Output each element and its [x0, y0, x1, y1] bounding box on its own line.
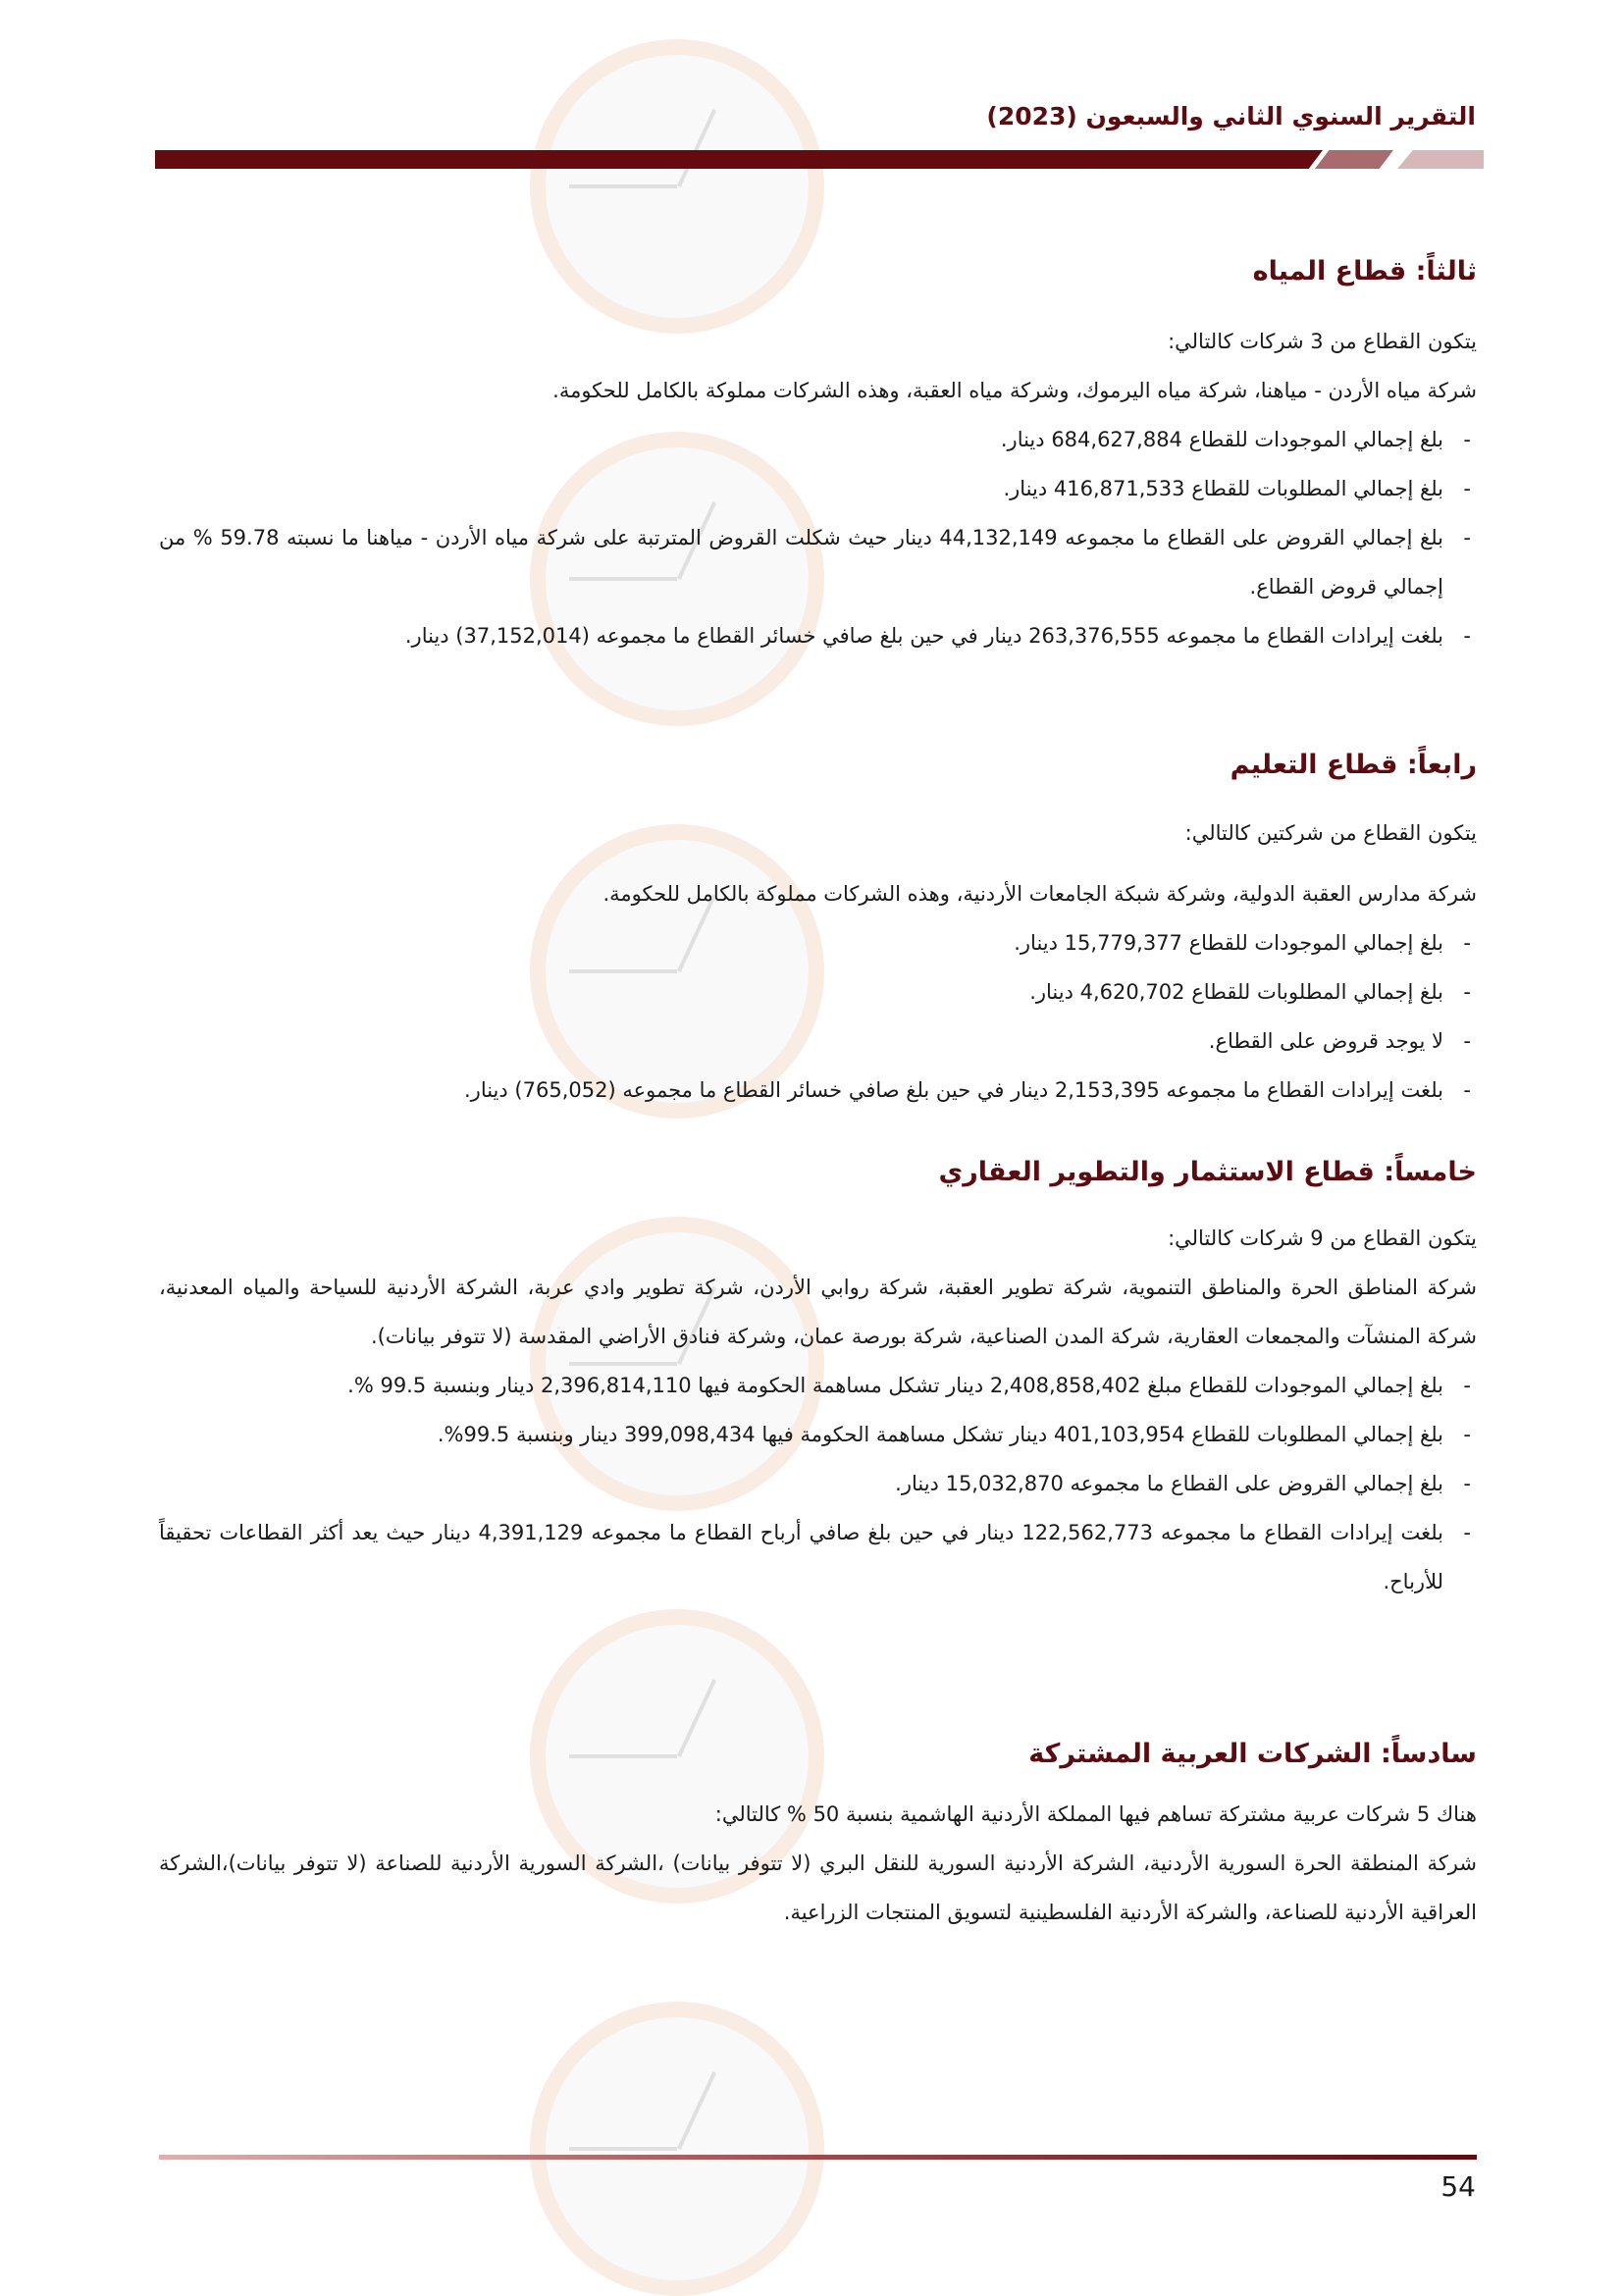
- list-item-text: بلغ إجمالي المطلوبات للقطاع 4,620,702 دينار.: [1029, 980, 1443, 1004]
- section-heading: [159, 746, 1477, 785]
- section-water: [159, 252, 1477, 660]
- list-item: - بلغ إجمالي الموجودات للقطاع 684,627,884 دينار.: [1000, 428, 1471, 451]
- company-list: شركة مياه الأردن - مياهنا، شركة مياه اليرموك، وشركة مياه العقبة، وهذه الشركات مملوكة بالكامل للحكومة.: [552, 379, 1477, 402]
- list-item-text: بلغ إجمالي القروض على القطاع ما مجموعه 44,132,149 دينار حيث شكلت القروض المترتبة على شركة مياه الأردن - مياهنا ما نسبته 59.78 % من إجمالي قروض القطاع.: [159, 526, 1443, 599]
- list-item-text: بلغت إيرادات القطاع ما مجموعه 2,153,395 دينار في حين بلغ صافي خسائر القطاع ما مجموعه (765,052) دينار.: [464, 1078, 1443, 1102]
- company-list: شركة مدارس العقبة الدولية، وشركة شبكة الجامعات الأردنية، وهذه الشركات مملوكة بالكامل للحكومة.: [602, 882, 1477, 906]
- list-item: - بلغ إجمالي المطلوبات للقطاع 401,103,954 دينار تشكل مساهمة الحكومة فيها 399,098,434 دينار وبنسبة 99.5%.: [437, 1423, 1471, 1446]
- list-item-text: بلغ إجمالي الموجودات للقطاع مبلغ 2,408,858,402 دينار تشكل مساهمة الحكومة فيها 2,396,814,110 دينار وبنسبة 99.5 %.: [347, 1374, 1443, 1397]
- heading-title: قطاع الاستثمار والتطوير العقاري: [938, 1157, 1375, 1187]
- section-arab-joint-companies: [159, 1735, 1477, 1937]
- heading-prefix: خامساً:: [1384, 1157, 1477, 1187]
- page-number: 54: [1440, 2170, 1476, 2203]
- list-item: - بلغ إجمالي القروض على القطاع ما مجموعه 44,132,149 دينار حيث شكلت القروض المترتبة على شركة مياه الأردن - مياهنا ما نسبته 59.78 % من إجمالي قروض القطاع.: [159, 526, 1471, 599]
- list-item: - بلغ إجمالي المطلوبات للقطاع 4,620,702 دينار.: [1029, 980, 1471, 1004]
- header-bar-accent: [1315, 150, 1393, 169]
- section-heading: [159, 1153, 1477, 1192]
- heading-prefix: سادساً:: [1380, 1739, 1477, 1769]
- list-item-text: بلغ إجمالي الموجودات للقطاع 684,627,884 دينار.: [1000, 428, 1443, 451]
- watermark-logo: [530, 2002, 824, 2296]
- list-item-text: بلغ إجمالي المطلوبات للقطاع 416,871,533 دينار.: [1003, 477, 1443, 500]
- list-item: - بلغ إجمالي المطلوبات للقطاع 416,871,533 دينار.: [1003, 477, 1471, 500]
- list-item: - بلغ إجمالي الموجودات للقطاع 15,779,377 دينار.: [1014, 931, 1471, 955]
- list-item: - بلغت إيرادات القطاع ما مجموعه 2,153,395 دينار في حين بلغ صافي خسائر القطاع ما مجموعه (765,052) دينار.: [464, 1078, 1471, 1102]
- company-list: شركة المنطقة الحرة السورية الأردنية، الشركة الأردنية السورية للنقل البري (لا تتوفر بيانات) ،الشركة السورية الأردنية للصناعة (لا تتوفر بيانات)،الشركة العراقية الأردنية للصناعة، والشركة الأردنية الفلسطينية لتسويق المنتجات الزراعية.: [159, 1852, 1477, 1924]
- company-list: شركة المناطق الحرة والمناطق التنموية، شركة تطوير العقبة، شركة روابي الأردن، شركة تطوير وادي عربة، الشركة الأردنية للسياحة والمياه المعدنية، شركة المنشآت والمجمعات العقارية، شركة المدن الصناعية، شركة بورصة عمان، وشركة فنادق الأراضي المقدسة (لا تتوفر بيانات).: [159, 1276, 1477, 1348]
- section-heading: [159, 1735, 1477, 1774]
- section-intro: هناك 5 شركات عربية مشتركة تساهم فيها المملكة الأردنية الهاشمية بنسبة 50 % كالتالي:: [714, 1802, 1477, 1826]
- section-intro: يتكون القطاع من 9 شركات كالتالي:: [1168, 1226, 1477, 1250]
- list-item-text: بلغ إجمالي الموجودات للقطاع 15,779,377 دينار.: [1014, 931, 1443, 955]
- list-item: - لا يوجد قروض على القطاع.: [1208, 1029, 1471, 1053]
- list-item-text: بلغت إيرادات القطاع ما مجموعه 122,562,773 دينار في حين بلغ صافي أرباح القطاع ما مجموعه 4,391,129 دينار حيث يعد أكثر القطاعات تحقيقاً للأرباح.: [159, 1521, 1443, 1593]
- section-intro: يتكون القطاع من 3 شركات كالتالي:: [1168, 330, 1477, 353]
- section-intro: يتكون القطاع من شركتين كالتالي:: [1184, 821, 1477, 845]
- header-bar: [155, 150, 1323, 169]
- list-item-text: لا يوجد قروض على القطاع.: [1208, 1029, 1443, 1053]
- header-bar-accent-light: [1397, 150, 1484, 169]
- report-title: التقرير السنوي الثاني والسبعون (2023): [986, 102, 1476, 130]
- list-item-text: بلغ إجمالي المطلوبات للقطاع 401,103,954 دينار تشكل مساهمة الحكومة فيها 399,098,434 دينار وبنسبة 99.5%.: [437, 1423, 1443, 1446]
- list-item: - بلغت إيرادات القطاع ما مجموعه 263,376,555 دينار في حين بلغ صافي خسائر القطاع ما مجموعه (37,152,014) دينار.: [404, 624, 1471, 648]
- list-item: - بلغ إجمالي الموجودات للقطاع مبلغ 2,408,858,402 دينار تشكل مساهمة الحكومة فيها 2,396,814,110 دينار وبنسبة 99.5 %.: [347, 1374, 1471, 1397]
- list-item-text: بلغ إجمالي القروض على القطاع ما مجموعه 15,032,870 دينار.: [895, 1472, 1443, 1495]
- footer-divider: [159, 2155, 1477, 2160]
- list-item: - بلغت إيرادات القطاع ما مجموعه 122,562,773 دينار في حين بلغ صافي أرباح القطاع ما مجموعه 4,391,129 دينار حيث يعد أكثر القطاعات تحقيقاً للأرباح.: [159, 1521, 1471, 1593]
- heading-title: قطاع التعليم: [1230, 750, 1398, 780]
- section-investment: [159, 1153, 1477, 1606]
- list-item-text: بلغت إيرادات القطاع ما مجموعه 263,376,555 دينار في حين بلغ صافي خسائر القطاع ما مجموعه (37,152,014) دينار.: [404, 624, 1443, 648]
- heading-title: قطاع المياه: [1252, 256, 1407, 287]
- heading-title: الشركات العربية المشتركة: [1028, 1739, 1372, 1769]
- heading-prefix: ثالثاً:: [1415, 256, 1477, 287]
- section-heading: [159, 252, 1477, 291]
- heading-prefix: رابعاً:: [1406, 750, 1477, 780]
- section-education: [159, 746, 1477, 1115]
- list-item: - بلغ إجمالي القروض على القطاع ما مجموعه 15,032,870 دينار.: [895, 1472, 1471, 1495]
